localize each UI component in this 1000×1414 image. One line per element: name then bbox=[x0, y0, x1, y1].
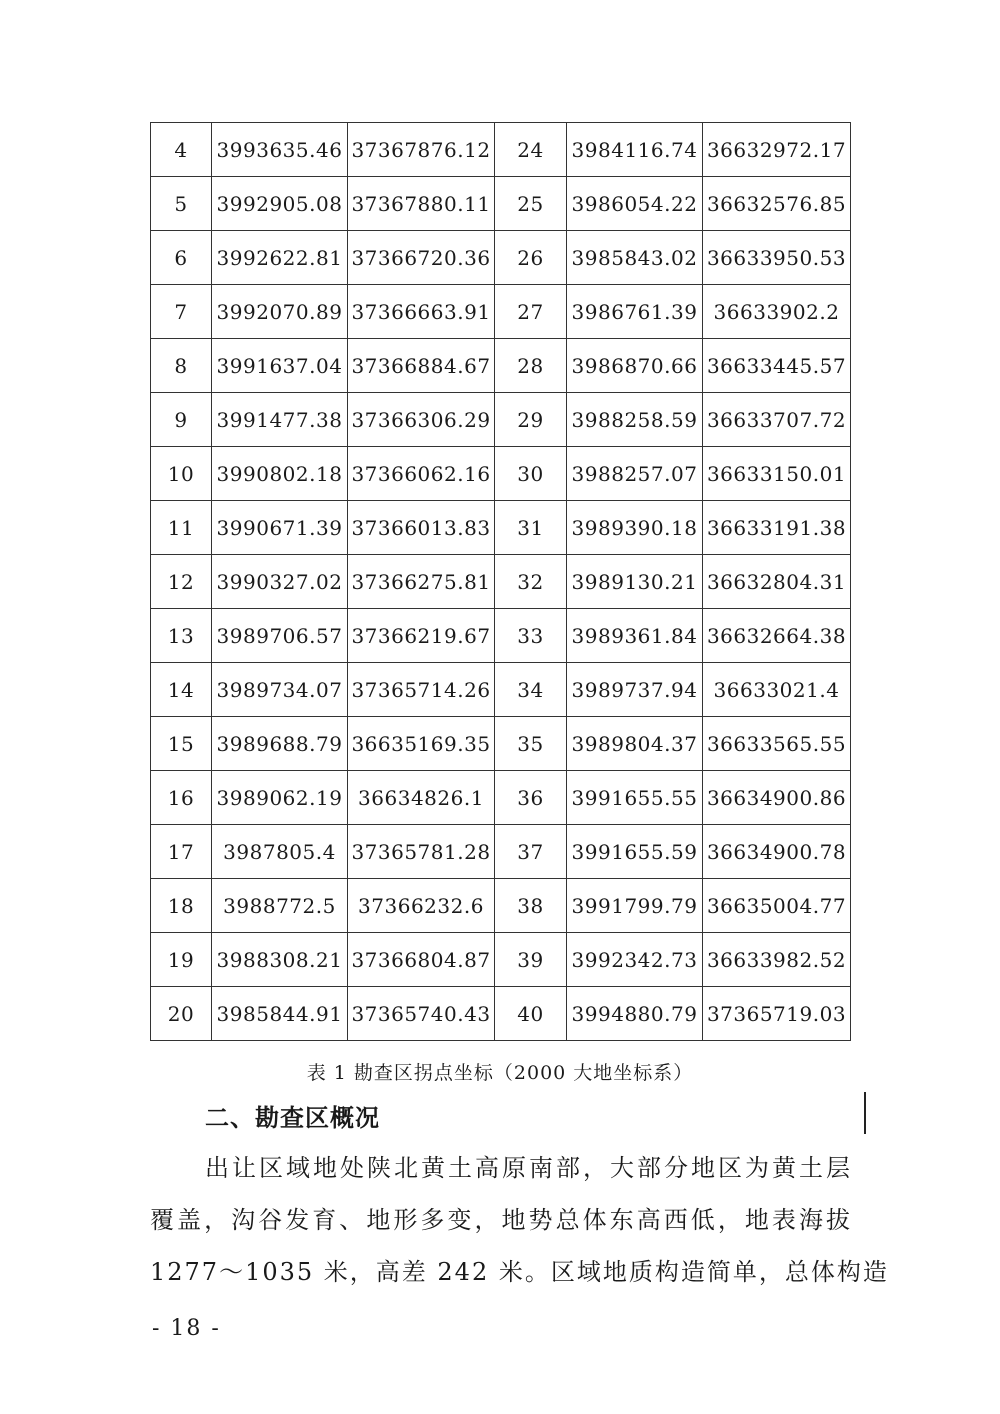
x-coordinate-cell: 3985844.91 bbox=[212, 987, 348, 1041]
table-row bbox=[151, 285, 851, 339]
table-row bbox=[151, 393, 851, 447]
point-id-cell: 19 bbox=[151, 933, 212, 987]
table-row bbox=[151, 933, 851, 987]
point-id-cell: 17 bbox=[151, 825, 212, 879]
x-coordinate-cell: 3984116.74 bbox=[567, 123, 703, 177]
point-id-cell: 38 bbox=[495, 879, 567, 933]
y-coordinate-cell: 37366804.87 bbox=[348, 933, 495, 987]
point-id-cell: 35 bbox=[495, 717, 567, 771]
point-id-cell: 14 bbox=[151, 663, 212, 717]
y-coordinate-cell: 36633445.57 bbox=[703, 339, 851, 393]
x-coordinate-cell: 3989734.07 bbox=[212, 663, 348, 717]
point-id-cell: 8 bbox=[151, 339, 212, 393]
x-coordinate-cell: 3991655.59 bbox=[567, 825, 703, 879]
x-coordinate-cell: 3985843.02 bbox=[567, 231, 703, 285]
y-coordinate-cell: 36632972.17 bbox=[703, 123, 851, 177]
point-id-cell: 33 bbox=[495, 609, 567, 663]
x-coordinate-cell: 3991655.55 bbox=[567, 771, 703, 825]
table-row bbox=[151, 987, 851, 1041]
point-id-cell: 18 bbox=[151, 879, 212, 933]
x-coordinate-cell: 3988308.21 bbox=[212, 933, 348, 987]
y-coordinate-cell: 37366013.83 bbox=[348, 501, 495, 555]
table-row bbox=[151, 609, 851, 663]
y-coordinate-cell: 37366306.29 bbox=[348, 393, 495, 447]
y-coordinate-cell: 36633191.38 bbox=[703, 501, 851, 555]
table-row bbox=[151, 717, 851, 771]
coordinate-table-body bbox=[151, 123, 851, 1041]
page-number: - 18 - bbox=[152, 1316, 221, 1341]
x-coordinate-cell: 3988772.5 bbox=[212, 879, 348, 933]
point-id-cell: 36 bbox=[495, 771, 567, 825]
coordinate-table bbox=[150, 122, 851, 1041]
table-row bbox=[151, 177, 851, 231]
x-coordinate-cell: 3991799.79 bbox=[567, 879, 703, 933]
point-id-cell: 11 bbox=[151, 501, 212, 555]
point-id-cell: 29 bbox=[495, 393, 567, 447]
x-coordinate-cell: 3989688.79 bbox=[212, 717, 348, 771]
y-coordinate-cell: 37366232.6 bbox=[348, 879, 495, 933]
table-caption: 表 1 勘查区拐点坐标（2000 大地坐标系） bbox=[306, 1062, 694, 1084]
y-coordinate-cell: 37366062.16 bbox=[348, 447, 495, 501]
x-coordinate-cell: 3986870.66 bbox=[567, 339, 703, 393]
x-coordinate-cell: 3989130.21 bbox=[567, 555, 703, 609]
x-coordinate-cell: 3989706.57 bbox=[212, 609, 348, 663]
point-id-cell: 26 bbox=[495, 231, 567, 285]
x-coordinate-cell: 3988257.07 bbox=[567, 447, 703, 501]
y-coordinate-cell: 37366219.67 bbox=[348, 609, 495, 663]
y-coordinate-cell: 37365719.03 bbox=[703, 987, 851, 1041]
y-coordinate-cell: 37365740.43 bbox=[348, 987, 495, 1041]
y-coordinate-cell: 37366275.81 bbox=[348, 555, 495, 609]
x-coordinate-cell: 3992905.08 bbox=[212, 177, 348, 231]
y-coordinate-cell: 36634826.1 bbox=[348, 771, 495, 825]
y-coordinate-cell: 36632804.31 bbox=[703, 555, 851, 609]
point-id-cell: 5 bbox=[151, 177, 212, 231]
paragraph-line-1: 出让区域地处陕北黄土高原南部，大部分地区为黄土层 bbox=[205, 1154, 852, 1182]
point-id-cell: 32 bbox=[495, 555, 567, 609]
x-coordinate-cell: 3986761.39 bbox=[567, 285, 703, 339]
table-row bbox=[151, 825, 851, 879]
y-coordinate-cell: 36632576.85 bbox=[703, 177, 851, 231]
x-coordinate-cell: 3989737.94 bbox=[567, 663, 703, 717]
y-coordinate-cell: 36633902.2 bbox=[703, 285, 851, 339]
y-coordinate-cell: 36634900.86 bbox=[703, 771, 851, 825]
section-heading: 二、勘查区概况 bbox=[205, 1104, 380, 1132]
table-row bbox=[151, 663, 851, 717]
x-coordinate-cell: 3991477.38 bbox=[212, 393, 348, 447]
point-id-cell: 27 bbox=[495, 285, 567, 339]
y-coordinate-cell: 36633565.55 bbox=[703, 717, 851, 771]
point-id-cell: 9 bbox=[151, 393, 212, 447]
x-coordinate-cell: 3987805.4 bbox=[212, 825, 348, 879]
x-coordinate-cell: 3991637.04 bbox=[212, 339, 348, 393]
point-id-cell: 10 bbox=[151, 447, 212, 501]
point-id-cell: 37 bbox=[495, 825, 567, 879]
table-row bbox=[151, 501, 851, 555]
y-coordinate-cell: 36633021.4 bbox=[703, 663, 851, 717]
table-row bbox=[151, 231, 851, 285]
point-id-cell: 12 bbox=[151, 555, 212, 609]
x-coordinate-cell: 3992622.81 bbox=[212, 231, 348, 285]
x-coordinate-cell: 3988258.59 bbox=[567, 393, 703, 447]
point-id-cell: 39 bbox=[495, 933, 567, 987]
point-id-cell: 40 bbox=[495, 987, 567, 1041]
point-id-cell: 16 bbox=[151, 771, 212, 825]
paragraph-line-3: 1277～1035 米，高差 242 米。区域地质构造简单，总体构造 bbox=[150, 1258, 889, 1286]
y-coordinate-cell: 37367880.11 bbox=[348, 177, 495, 231]
x-coordinate-cell: 3990327.02 bbox=[212, 555, 348, 609]
point-id-cell: 7 bbox=[151, 285, 212, 339]
table-row bbox=[151, 447, 851, 501]
x-coordinate-cell: 3989062.19 bbox=[212, 771, 348, 825]
table-row bbox=[151, 879, 851, 933]
point-id-cell: 13 bbox=[151, 609, 212, 663]
y-coordinate-cell: 37366663.91 bbox=[348, 285, 495, 339]
y-coordinate-cell: 37366884.67 bbox=[348, 339, 495, 393]
point-id-cell: 6 bbox=[151, 231, 212, 285]
x-coordinate-cell: 3992070.89 bbox=[212, 285, 348, 339]
y-coordinate-cell: 36633950.53 bbox=[703, 231, 851, 285]
point-id-cell: 4 bbox=[151, 123, 212, 177]
table-row bbox=[151, 339, 851, 393]
y-coordinate-cell: 37365714.26 bbox=[348, 663, 495, 717]
table-row bbox=[151, 123, 851, 177]
paragraph-line-2: 覆盖，沟谷发育、地形多变，地势总体东高西低，地表海拔 bbox=[150, 1206, 852, 1234]
y-coordinate-cell: 37366720.36 bbox=[348, 231, 495, 285]
y-coordinate-cell: 37365781.28 bbox=[348, 825, 495, 879]
x-coordinate-cell: 3989390.18 bbox=[567, 501, 703, 555]
point-id-cell: 15 bbox=[151, 717, 212, 771]
point-id-cell: 28 bbox=[495, 339, 567, 393]
y-coordinate-cell: 36635169.35 bbox=[348, 717, 495, 771]
point-id-cell: 34 bbox=[495, 663, 567, 717]
y-coordinate-cell: 36632664.38 bbox=[703, 609, 851, 663]
y-coordinate-cell: 36633982.52 bbox=[703, 933, 851, 987]
table-row bbox=[151, 771, 851, 825]
x-coordinate-cell: 3986054.22 bbox=[567, 177, 703, 231]
x-coordinate-cell: 3992342.73 bbox=[567, 933, 703, 987]
y-coordinate-cell: 36634900.78 bbox=[703, 825, 851, 879]
margin-mark bbox=[864, 1092, 866, 1134]
x-coordinate-cell: 3994880.79 bbox=[567, 987, 703, 1041]
point-id-cell: 24 bbox=[495, 123, 567, 177]
y-coordinate-cell: 37367876.12 bbox=[348, 123, 495, 177]
point-id-cell: 31 bbox=[495, 501, 567, 555]
x-coordinate-cell: 3990802.18 bbox=[212, 447, 348, 501]
point-id-cell: 25 bbox=[495, 177, 567, 231]
x-coordinate-cell: 3993635.46 bbox=[212, 123, 348, 177]
y-coordinate-cell: 36633150.01 bbox=[703, 447, 851, 501]
y-coordinate-cell: 36633707.72 bbox=[703, 393, 851, 447]
y-coordinate-cell: 36635004.77 bbox=[703, 879, 851, 933]
x-coordinate-cell: 3989361.84 bbox=[567, 609, 703, 663]
x-coordinate-cell: 3990671.39 bbox=[212, 501, 348, 555]
x-coordinate-cell: 3989804.37 bbox=[567, 717, 703, 771]
point-id-cell: 30 bbox=[495, 447, 567, 501]
table-row bbox=[151, 555, 851, 609]
point-id-cell: 20 bbox=[151, 987, 212, 1041]
